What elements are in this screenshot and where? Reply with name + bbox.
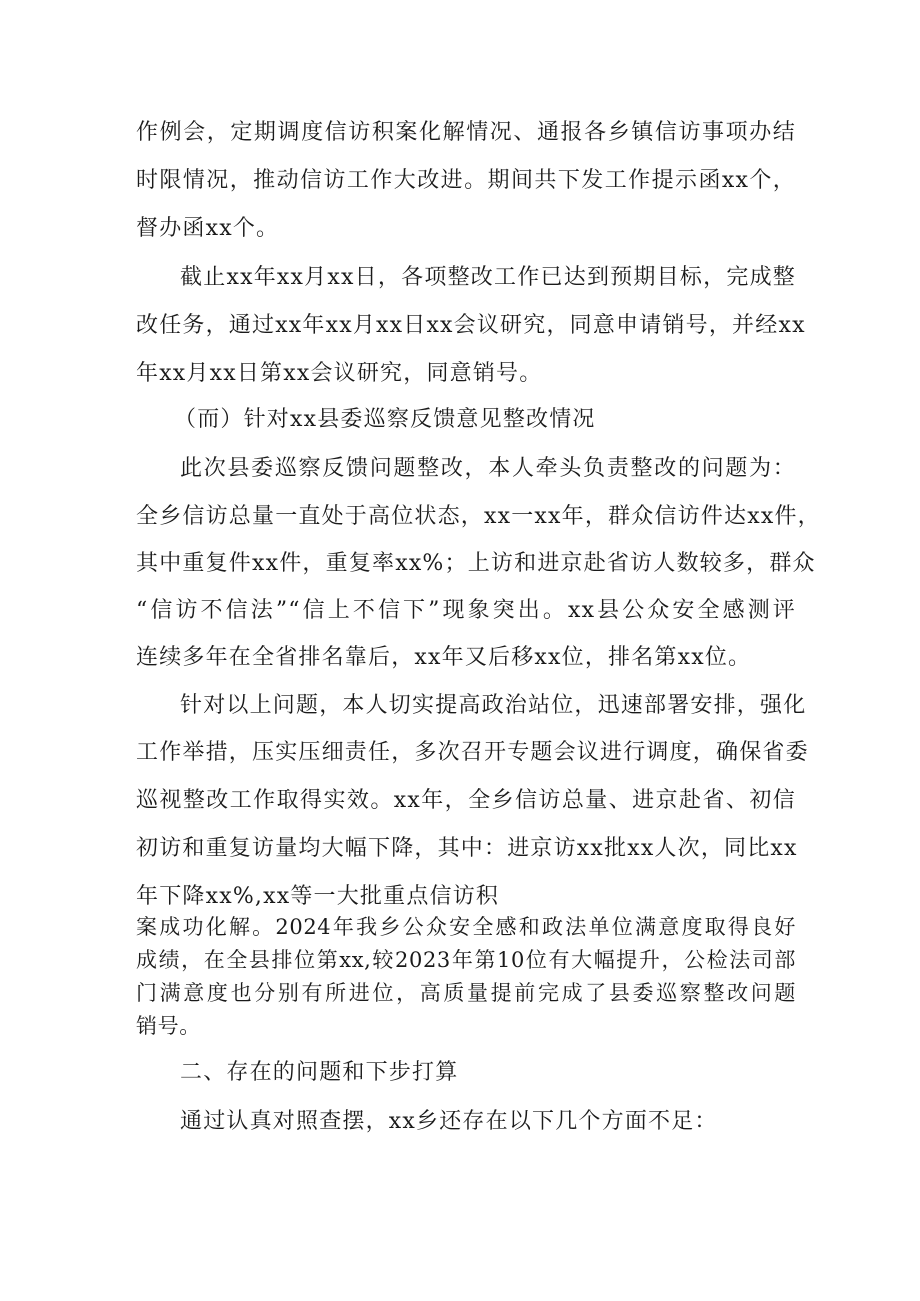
text-line-23: 通过认真对照查摆，xx乡还存在以下几个方面不足：: [180, 1109, 718, 1134]
text-line-1: 作例会，定期调度信访积案化解情况、通报各乡镇信访事项办结: [136, 120, 796, 145]
text-line-9: 全乡信访总量一直处于高位状态，xx一xx年，群众信访件达xx件，: [136, 504, 821, 529]
text-line-18: 案成功化解。2024年我乡公众安全感和政法单位满意度取得良好: [136, 915, 796, 939]
text-line-3: 督办函xx个。: [136, 216, 280, 241]
section-heading-rectification: （而）针对xx县委巡察反馈意见整改情况: [174, 407, 596, 432]
text-line-14: 工作举措，压实压细责任，多次召开专题会议进行调度，确保省委: [136, 740, 809, 765]
text-line-20: 门满意度也分别有所进位，高质量提前完成了县委巡察整改问题: [136, 981, 796, 1005]
text-line-19: 成绩，在全县排位第xx,较2023年第10位有大幅提升，公检法司部: [136, 948, 796, 972]
text-line-10: 其中重复件xx件，重复率xx%；上访和进京赴省访人数较多，群众: [136, 551, 816, 576]
text-line-11: “信访不信法”“信上不信下”现象突出。xx县公众安全感测评: [136, 598, 796, 623]
text-line-4: 截止xx年xx月xx日，各项整改工作已达到预期目标，完成整: [180, 265, 796, 290]
text-line-12: 连续多年在全省排名靠后，xx年又后移xx位，排名第xx位。: [136, 645, 752, 670]
text-line-6: 年xx月xx日第xx会议研究，同意销号。: [136, 361, 543, 386]
text-line-2: 时限情况，推动信访工作大改进。期间共下发工作提示函xx个，: [136, 168, 796, 193]
text-line-13: 针对以上问题，本人切实提高政治站位，迅速部署安排，强化: [180, 693, 807, 718]
text-line-15: 巡视整改工作取得实效。xx年，全乡信访总量、进京赴省、初信: [136, 788, 796, 813]
section-heading-problems: 二、存在的问题和下步打算: [180, 1060, 459, 1085]
text-line-17: 年下降xx%,xx等一大批重点信访积: [136, 884, 500, 909]
text-line-21: 销号。: [136, 1014, 201, 1038]
text-line-8: 此次县委巡察反馈问题整改，本人牵头负责整改的问题为：: [180, 456, 796, 481]
text-line-5: 改任务，通过xx年xx月xx日xx会议研究，同意申请销号，并经xx: [136, 313, 806, 338]
text-line-16: 初访和重复访量均大幅下降，其中：进京访xx批xx人次，同比xx: [136, 836, 798, 861]
